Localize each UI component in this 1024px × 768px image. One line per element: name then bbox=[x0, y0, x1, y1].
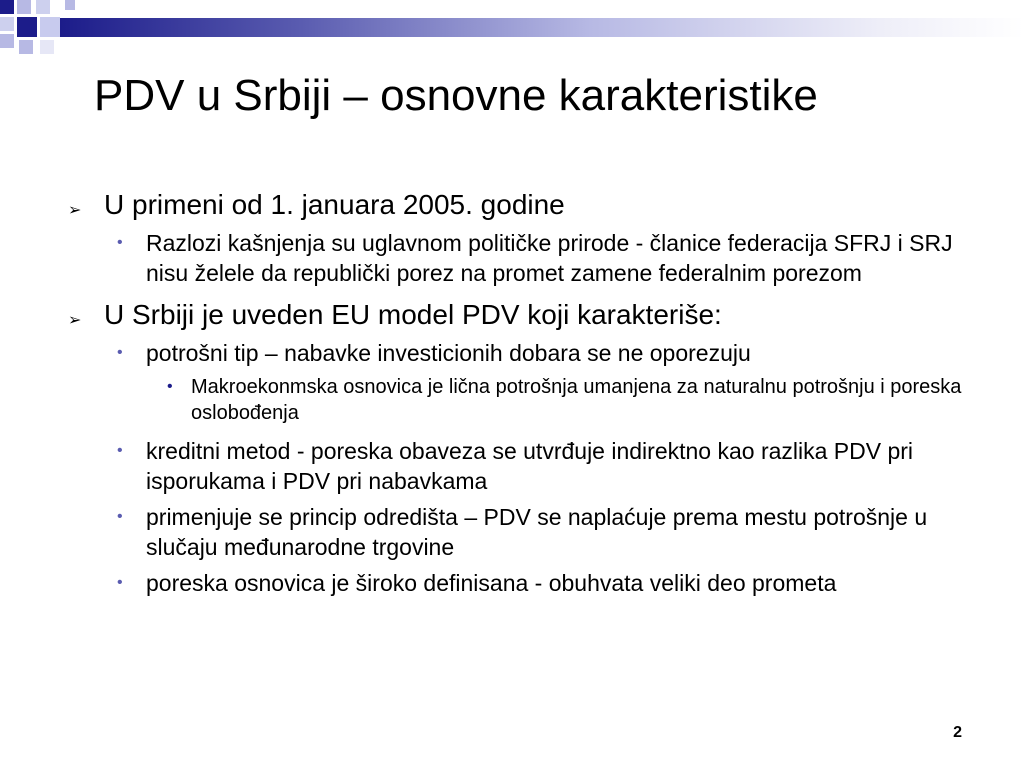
bullet-text: Makroekonmska osnovica je lična potrošnja umanjena za naturalnu potrošnju i poreska oslobođenja bbox=[191, 376, 962, 424]
dot-bullet-icon: • bbox=[117, 442, 123, 459]
decorative-square bbox=[36, 0, 50, 14]
header-gradient-bar bbox=[60, 18, 1024, 37]
bullet-text: U primeni od 1. januara 2005. godine bbox=[104, 189, 565, 220]
bullet-text: primenjuje se princip odredišta – PDV se naplaćuje prema mestu potrošnje u slučaju međunarodne trgovine bbox=[146, 504, 928, 560]
slide-title: PDV u Srbiji – osnovne karakteristike bbox=[94, 71, 818, 120]
sub-bullet-item bbox=[60, 228, 990, 288]
decorative-square bbox=[0, 34, 14, 48]
arrow-bullet-icon: ➢ bbox=[68, 312, 82, 329]
page-number: 2 bbox=[953, 724, 962, 741]
decorative-square bbox=[19, 40, 33, 54]
sub-bullet-item bbox=[60, 502, 990, 562]
bullet-text: poreska osnovica je široko definisana - obuhvata veliki deo prometa bbox=[146, 570, 837, 596]
sub-bullet-item bbox=[60, 436, 990, 496]
dot-bullet-icon: • bbox=[117, 508, 123, 525]
dot-bullet-icon: • bbox=[117, 344, 123, 361]
arrow-bullet-icon: ➢ bbox=[68, 202, 82, 219]
bullet-item bbox=[60, 298, 990, 332]
dot-bullet-icon: • bbox=[117, 574, 123, 591]
dot-bullet-icon: • bbox=[167, 378, 173, 395]
bullet-text: potrošni tip – nabavke investicionih dobara se ne oporezuju bbox=[146, 340, 751, 366]
sub-bullet-item bbox=[60, 568, 990, 598]
sub-sub-bullet-item bbox=[60, 374, 990, 426]
decorative-square bbox=[40, 40, 54, 54]
decorative-square bbox=[65, 0, 75, 10]
bullet-list bbox=[60, 188, 990, 598]
decorative-square bbox=[0, 0, 14, 14]
decorative-square bbox=[17, 17, 37, 37]
bullet-text: kreditni metod - poreska obaveza se utvrđuje indirektno kao razlika PDV pri isporukama i PDV pri nabavkama bbox=[146, 438, 914, 494]
bullet-text: Razlozi kašnjenja su uglavnom političke prirode - članice federacija SFRJ i SRJ nisu želele da republički porez na promet zamene federalnim porezom bbox=[146, 230, 953, 286]
decorative-square bbox=[0, 17, 14, 31]
decorative-square bbox=[40, 17, 60, 37]
bullet-item bbox=[60, 188, 990, 222]
dot-bullet-icon: • bbox=[117, 234, 123, 251]
bullet-text: U Srbiji je uveden EU model PDV koji karakteriše: bbox=[104, 299, 722, 330]
decorative-square bbox=[17, 0, 31, 14]
sub-bullet-item bbox=[60, 338, 990, 368]
